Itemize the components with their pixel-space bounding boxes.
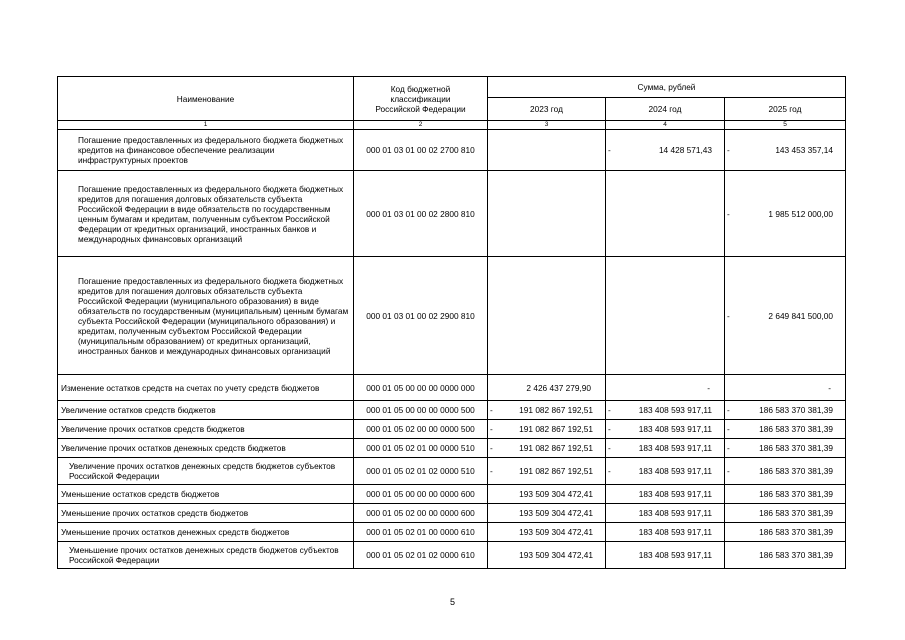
- dash-mark: -: [490, 424, 493, 434]
- amount-value: 191 082 867 192,51: [519, 405, 593, 415]
- row-name: Увеличение прочих остатков средств бюджетов: [58, 420, 354, 439]
- row-name: Погашение предоставленных из федерального бюджета бюджетных кредитов на финансовое обеспечение реализации инфраструктурных проектов: [58, 130, 354, 171]
- amount-2023: [488, 523, 606, 542]
- amount-2024: [606, 401, 725, 420]
- row-code: 000 01 05 02 00 00 0000 600: [354, 504, 488, 523]
- amount-value: 191 082 867 192,51: [519, 443, 593, 453]
- table-row: [58, 420, 846, 439]
- amount-value: 186 583 370 381,39: [759, 527, 833, 537]
- amount-value: 183 408 593 917,11: [638, 424, 712, 434]
- row-name: Увеличение остатков средств бюджетов: [58, 401, 354, 420]
- amount-2023: [488, 257, 606, 375]
- header-year-2025: 2025 год: [725, 98, 846, 121]
- amount-value: 193 509 304 472,41: [519, 527, 593, 537]
- amount-value: 183 408 593 917,11: [638, 527, 712, 537]
- dash-mark: -: [727, 310, 730, 321]
- amount-2025: [725, 439, 846, 458]
- amount-value: 183 408 593 917,11: [638, 405, 712, 415]
- row-name: Изменение остатков средств на счетах по учету средств бюджетов: [58, 375, 354, 401]
- amount-2023: [488, 420, 606, 439]
- amount-value: 143 453 357,14: [775, 145, 833, 155]
- row-name: Увеличение прочих остатков денежных средств бюджетов: [58, 439, 354, 458]
- table-row: [58, 375, 846, 401]
- amount-value: 1 985 512 000,00: [768, 208, 833, 219]
- amount-2024: [606, 257, 725, 375]
- amount-2023: [488, 130, 606, 171]
- amount-value: 191 082 867 192,51: [519, 466, 593, 476]
- amount-2023: [488, 504, 606, 523]
- row-code: 000 01 03 01 00 02 2900 810: [354, 257, 488, 375]
- amount-2024: [606, 420, 725, 439]
- table-row: [58, 401, 846, 420]
- amount-value: 191 082 867 192,51: [519, 424, 593, 434]
- amount-value: 2 649 841 500,00: [768, 310, 833, 321]
- row-name: Уменьшение прочих остатков денежных средств бюджетов субъектов Российской Федерации: [58, 542, 354, 569]
- table-row: [58, 439, 846, 458]
- amount-value: -: [828, 382, 831, 393]
- dash-mark: -: [608, 443, 611, 453]
- amount-2025: [725, 420, 846, 439]
- row-code: 000 01 05 00 00 00 0000 600: [354, 485, 488, 504]
- amount-value: 186 583 370 381,39: [759, 443, 833, 453]
- amount-2025: [725, 130, 846, 171]
- amount-2023: [488, 171, 606, 257]
- amount-2024: [606, 458, 725, 485]
- dash-mark: -: [490, 443, 493, 453]
- amount-value: 186 583 370 381,39: [759, 424, 833, 434]
- amount-2024: [606, 130, 725, 171]
- amount-2025: [725, 171, 846, 257]
- dash-mark: -: [727, 145, 730, 155]
- amount-2024: [606, 504, 725, 523]
- amount-value: 183 408 593 917,11: [638, 466, 712, 476]
- amount-value: 14 428 571,43: [658, 145, 712, 155]
- amount-2025: [725, 257, 846, 375]
- header-code: Код бюджетной классификации Российской Федерации: [354, 77, 488, 121]
- row-name: Уменьшение остатков средств бюджетов: [58, 485, 354, 504]
- dash-mark: -: [608, 405, 611, 415]
- header-name: Наименование: [58, 77, 354, 121]
- amount-value: 183 408 593 917,11: [638, 550, 712, 560]
- row-code: 000 01 03 01 00 02 2700 810: [354, 130, 488, 171]
- row-code: 000 01 05 02 01 00 0000 610: [354, 523, 488, 542]
- row-name: Уменьшение прочих остатков средств бюджетов: [58, 504, 354, 523]
- amount-2023: [488, 401, 606, 420]
- amount-value: 186 583 370 381,39: [759, 550, 833, 560]
- column-number: 2: [354, 121, 488, 130]
- amount-2023: [488, 542, 606, 569]
- amount-value: 183 408 593 917,11: [638, 508, 712, 518]
- amount-2024: [606, 485, 725, 504]
- amount-value: 193 509 304 472,41: [519, 489, 593, 499]
- amount-2023: [488, 458, 606, 485]
- amount-2023: [488, 375, 606, 401]
- table-row: [58, 130, 846, 171]
- amount-value: 186 583 370 381,39: [759, 489, 833, 499]
- dash-mark: -: [608, 466, 611, 476]
- column-number: 5: [725, 121, 846, 130]
- amount-2023: [488, 485, 606, 504]
- row-code: 000 01 05 00 00 00 0000 500: [354, 401, 488, 420]
- amount-2025: [725, 523, 846, 542]
- row-code: 000 01 03 01 00 02 2800 810: [354, 171, 488, 257]
- column-number: 1: [58, 121, 354, 130]
- column-number: 4: [606, 121, 725, 130]
- amount-value: 193 509 304 472,41: [519, 508, 593, 518]
- amount-2025: [725, 504, 846, 523]
- row-code: 000 01 05 02 01 00 0000 510: [354, 439, 488, 458]
- table-row: [58, 542, 846, 569]
- amount-value: 186 583 370 381,39: [759, 405, 833, 415]
- amount-value: 186 583 370 381,39: [759, 508, 833, 518]
- amount-2025: [725, 458, 846, 485]
- header-year-2024: 2024 год: [606, 98, 725, 121]
- amount-2023: [488, 439, 606, 458]
- dash-mark: -: [490, 405, 493, 415]
- table-row: [58, 485, 846, 504]
- dash-mark: -: [727, 424, 730, 434]
- amount-2025: [725, 375, 846, 401]
- row-name: Увеличение прочих остатков денежных средств бюджетов субъектов Российской Федерации: [58, 458, 354, 485]
- page-number: 5: [449, 597, 455, 607]
- amount-value: 193 509 304 472,41: [519, 550, 593, 560]
- dash-mark: -: [727, 443, 730, 453]
- table-row: [58, 504, 846, 523]
- amount-value: 183 408 593 917,11: [638, 489, 712, 499]
- header-sum: Сумма, рублей: [488, 77, 846, 98]
- amount-value: -: [707, 382, 710, 393]
- amount-value: 2 426 437 279,90: [526, 382, 591, 393]
- row-code: 000 01 05 02 01 02 0000 610: [354, 542, 488, 569]
- row-name: Погашение предоставленных из федерального бюджета бюджетных кредитов для погашения долговых обязательств субъекта Российской Федерации (муниципального образования) в виде обязательств по государственным (муниципальным) ценным бумагам субъекта Российской Федерации (муниципального образования) и кредитам, полученным субъектом Российской Федерации (муниципальным образованием) от кредитных организаций, иностранных банков и международных финансовых организаций: [58, 257, 354, 375]
- amount-2025: [725, 542, 846, 569]
- budget-sources-table: [57, 76, 846, 569]
- row-code: 000 01 05 00 00 00 0000 000: [354, 375, 488, 401]
- amount-value: 183 408 593 917,11: [638, 443, 712, 453]
- amount-2025: [725, 401, 846, 420]
- dash-mark: -: [727, 405, 730, 415]
- amount-value: 186 583 370 381,39: [759, 466, 833, 476]
- dash-mark: -: [727, 208, 730, 219]
- dash-mark: -: [608, 145, 611, 155]
- table-row: [58, 458, 846, 485]
- row-code: 000 01 05 02 00 00 0000 500: [354, 420, 488, 439]
- amount-2024: [606, 171, 725, 257]
- amount-2024: [606, 375, 725, 401]
- header-year-2023: 2023 год: [488, 98, 606, 121]
- row-code: 000 01 05 02 01 02 0000 510: [354, 458, 488, 485]
- column-number: 3: [488, 121, 606, 130]
- dash-mark: -: [727, 466, 730, 476]
- amount-2025: [725, 485, 846, 504]
- amount-2024: [606, 542, 725, 569]
- dash-mark: -: [490, 466, 493, 476]
- table-row: [58, 523, 846, 542]
- amount-2024: [606, 439, 725, 458]
- table-row: [58, 171, 846, 257]
- dash-mark: -: [608, 424, 611, 434]
- row-name: Уменьшение прочих остатков денежных средств бюджетов: [58, 523, 354, 542]
- table-row: [58, 257, 846, 375]
- amount-2024: [606, 523, 725, 542]
- row-name: Погашение предоставленных из федерального бюджета бюджетных кредитов для погашения долговых обязательств субъекта Российской Федерации в виде обязательств по государственным ценным бумагам и кредитам, полученным субъектом Российской Федерации от кредитных организаций, иностранных банков и международных финансовых организаций: [58, 171, 354, 257]
